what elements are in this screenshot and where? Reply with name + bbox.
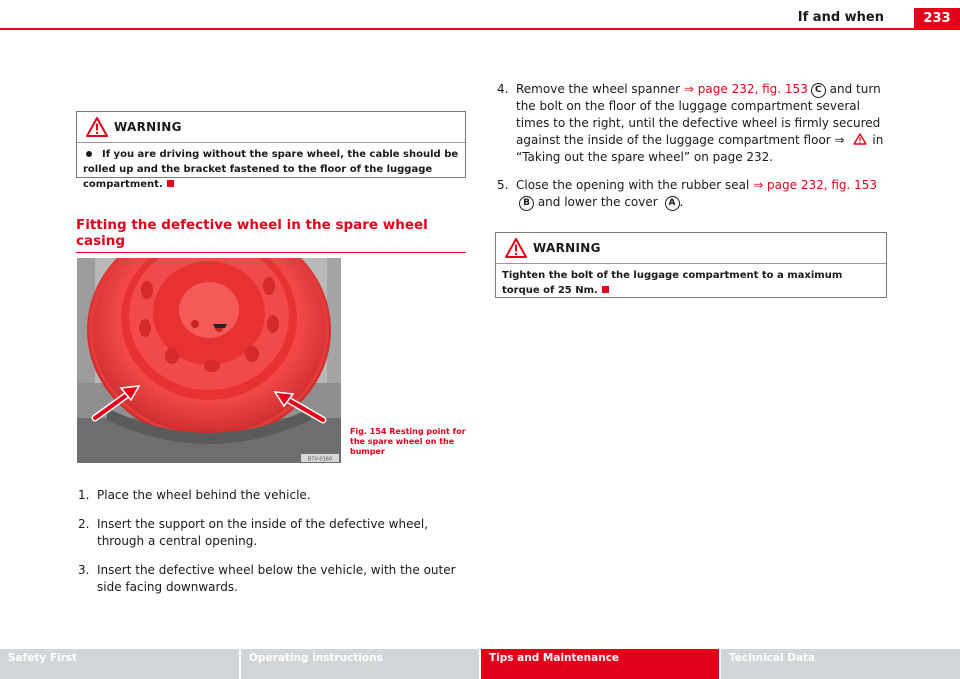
warning-body bbox=[496, 264, 886, 298]
header-rule bbox=[0, 28, 914, 30]
step-text: Remove the wheel spanner ⇒ page 232, fig. 153 C and turn the bolt on the floor of the luggage compartment several times to the right, until the defective wheel is firmly secured against the inside of the luggage compartment floor ⇒ in “Taking out the spare wheel” on page 232. bbox=[516, 82, 884, 164]
step-number: 2. bbox=[78, 517, 90, 531]
step-number: 1. bbox=[78, 488, 90, 502]
step-text: Insert the defective wheel below the vehicle, with the outer side facing downwards. bbox=[97, 563, 456, 594]
warning-icon bbox=[853, 133, 867, 145]
badge-b-icon: B bbox=[519, 196, 534, 211]
footer-tab-tips-and-maintenance[interactable]: Tips and Maintenance bbox=[481, 649, 719, 679]
figure-caption: Fig. 154 Resting point for the spare wheel on the bumper bbox=[350, 427, 466, 456]
step-number: 3. bbox=[78, 563, 90, 577]
warning-text: If you are driving without the spare wheel, the cable should be rolled up and the bracket fastened to the floor of the luggage compartment. bbox=[83, 149, 459, 190]
cross-reference-link[interactable]: ⇒ page 232, fig. 153 bbox=[753, 178, 878, 192]
step-1 bbox=[78, 487, 468, 504]
warning-icon bbox=[86, 117, 108, 137]
page-number: 233 bbox=[914, 8, 960, 30]
step-number: 5. bbox=[497, 178, 509, 192]
step-3 bbox=[78, 562, 468, 596]
warning-title: WARNING bbox=[114, 120, 182, 134]
footer-tab-safety-first[interactable]: Safety First bbox=[8, 652, 78, 664]
step-text: Close the opening with the rubber seal ⇒ page 232, fig. 153B and lower the cover A . bbox=[516, 178, 878, 209]
warning-box-top bbox=[76, 111, 466, 190]
warning-text: Tighten the bolt of the luggage compartment to a maximum torque of 25 Nm. bbox=[502, 270, 843, 296]
arrow-right-icon: ⇒ bbox=[753, 178, 764, 192]
warning-box-right bbox=[495, 232, 887, 298]
page-title: If and when bbox=[797, 10, 884, 25]
footer-tab-technical-data[interactable]: Technical Data bbox=[729, 652, 816, 664]
figure-image bbox=[77, 258, 341, 463]
end-mark-icon bbox=[602, 286, 609, 293]
arrow-right-icon: ⇒ bbox=[683, 82, 694, 96]
arrow-right-icon: ⇒ bbox=[834, 133, 845, 147]
footer-tab-operating-instructions[interactable]: Operating instructions bbox=[249, 652, 383, 664]
step-2 bbox=[78, 516, 468, 550]
end-mark-icon bbox=[167, 180, 174, 187]
warning-icon bbox=[505, 238, 527, 258]
bullet-icon bbox=[86, 151, 92, 157]
step-4 bbox=[497, 81, 889, 166]
warning-header bbox=[77, 112, 465, 143]
badge-a-icon: A bbox=[665, 196, 680, 211]
step-text: Place the wheel behind the vehicle. bbox=[97, 488, 311, 502]
step-number: 4. bbox=[497, 82, 509, 96]
step-5 bbox=[497, 177, 889, 211]
step-text: Insert the support on the inside of the defective wheel, through a central opening. bbox=[97, 517, 429, 548]
footer-nav bbox=[0, 649, 960, 679]
badge-c-icon: C bbox=[811, 83, 826, 98]
spare-wheel-illustration bbox=[77, 258, 341, 463]
warning-title: WARNING bbox=[533, 241, 601, 255]
section-heading: Fitting the defective wheel in the spare wheel casing bbox=[76, 217, 466, 253]
cross-reference-link[interactable]: ⇒ page 232, fig. 153 bbox=[683, 82, 808, 96]
warning-body bbox=[77, 143, 465, 192]
figure-code: B7V-0160 bbox=[307, 456, 333, 463]
warning-header bbox=[496, 233, 886, 264]
